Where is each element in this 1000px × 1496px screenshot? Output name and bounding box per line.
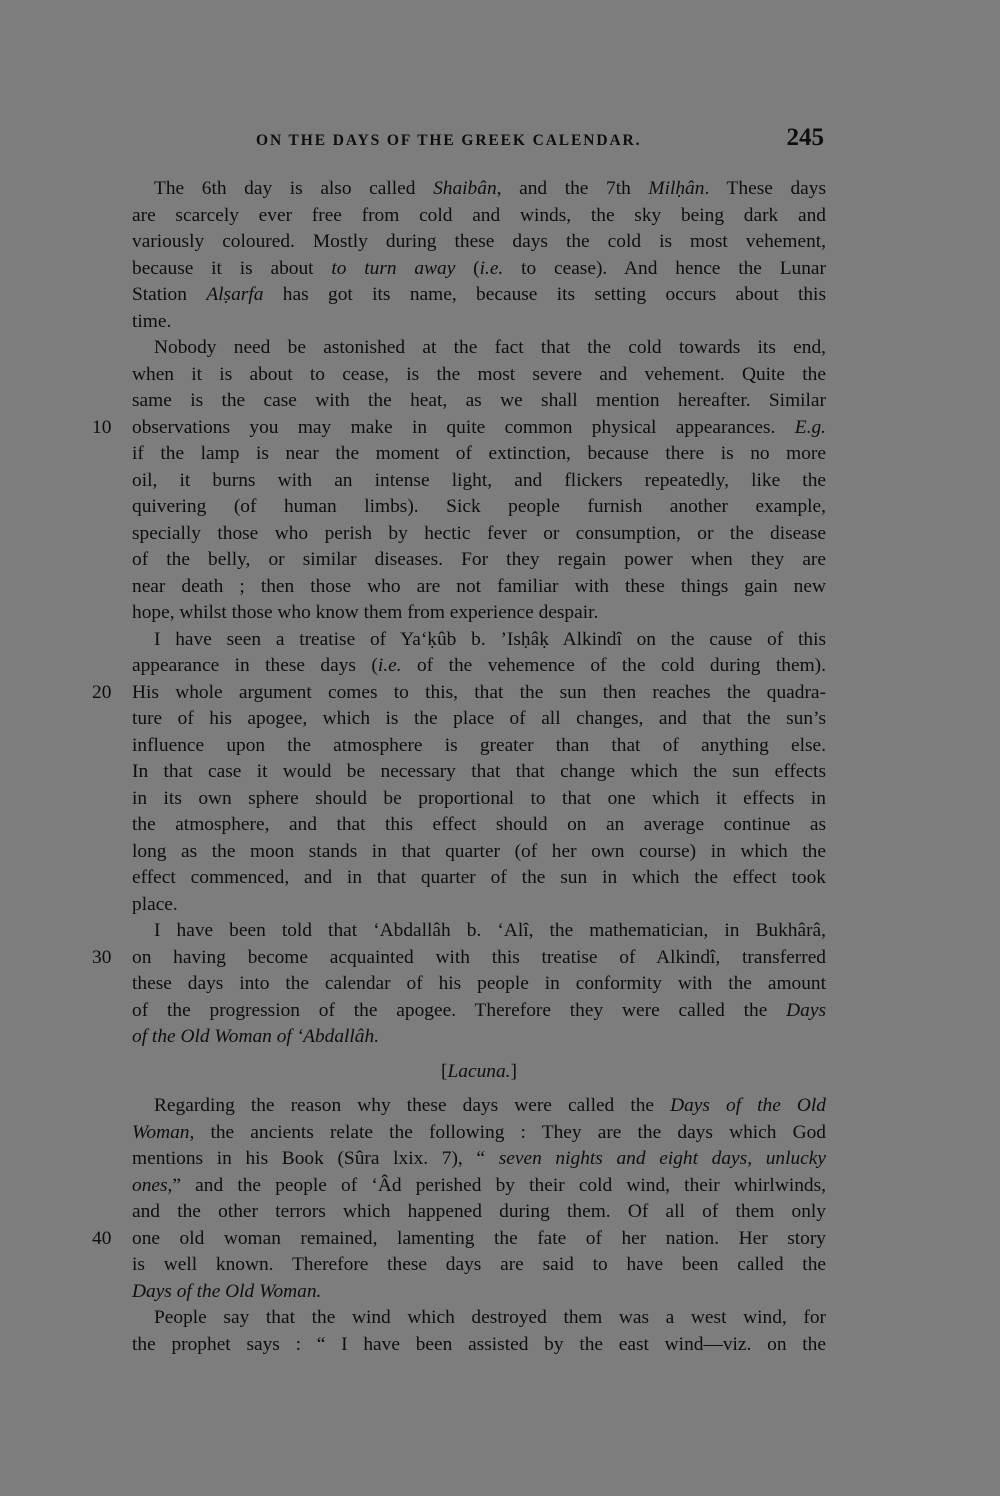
text-line <box>92 415 826 442</box>
italic-text: Days <box>786 999 826 1021</box>
page-header <box>132 124 826 158</box>
text-segment: the atmosphere, and that this effect should on an average continue as <box>132 814 826 835</box>
text-segment: place. <box>132 893 178 915</box>
text-segment: , the ancients relate the following : They are the days which God <box>189 1121 826 1143</box>
text-segment: Regarding the reason why these days were called the <box>154 1095 671 1116</box>
text-line <box>132 1093 826 1120</box>
text-segment: in its own sphere should be proportional to that one which it effects in <box>132 787 826 809</box>
text-segment: mentions in his Book (Sûra lxix. 7), “ <box>132 1148 499 1169</box>
text-segment: I have been told that ‘Abdallâh b. ‘Alî, the mathematician, in Bukhârâ, <box>154 920 826 941</box>
italic-text: Days of the Old Woman. <box>132 1280 322 1302</box>
text-segment: one old woman remained, lamenting the fate of her nation. Her story <box>132 1227 826 1249</box>
body-text <box>92 176 827 1358</box>
text-line <box>132 388 826 415</box>
text-line <box>92 945 826 972</box>
text-segment: observations you may make in quite common physical appearances. <box>132 416 795 438</box>
text-line <box>132 1024 826 1051</box>
text-line <box>132 362 826 389</box>
text-line <box>132 786 826 813</box>
text-segment: The 6th day is also called <box>154 178 434 199</box>
text-segment: because it is about <box>132 257 332 279</box>
text-segment: People say that the wind which destroyed them was a west wind, for <box>154 1307 826 1328</box>
text-segment: specially those who perish by hectic fever or consumption, or the disease <box>132 522 826 544</box>
text-segment: same is the case with the heat, as we shall mention hereafter. Similar <box>132 390 826 411</box>
text-segment: of the belly, or similar diseases. For they regain power when they are <box>132 549 826 570</box>
margin-line-number: 40 <box>92 1227 112 1249</box>
text-segment: if the lamp is near the moment of extinction, because there is no more <box>132 443 826 464</box>
italic-text: Milḥân <box>648 178 705 199</box>
text-line <box>132 1120 826 1147</box>
text-segment: near death ; then those who are not familiar with these things gain new <box>132 575 826 597</box>
text-line <box>132 574 826 601</box>
text-segment: In that case it would be necessary that that change which the sun effects <box>132 761 826 782</box>
italic-text: of the Old Woman of ‘Abdallâh. <box>132 1026 380 1047</box>
text-segment: the prophet says : “ I have been assisted by the east wind—viz. on the <box>132 1333 826 1355</box>
text-segment: oil, it burns with an intense light, and flickers repeatedly, like the <box>132 469 826 491</box>
text-segment: these days into the calendar of his people in conformity with the amount <box>132 973 826 994</box>
text-line <box>132 203 826 230</box>
text-line <box>132 282 826 309</box>
text-line <box>132 865 826 892</box>
text-line <box>132 1332 826 1359</box>
italic-text: Alṣarfa <box>206 284 264 305</box>
text-line <box>132 1146 826 1173</box>
margin-line-number: 10 <box>92 416 112 438</box>
text-line <box>132 759 826 786</box>
text-line <box>132 256 826 283</box>
text-line <box>132 1199 826 1226</box>
italic-text: i.e. <box>377 655 402 676</box>
italic-text: ones <box>132 1174 168 1196</box>
text-line <box>132 176 826 203</box>
text-segment: of the vehemence of the cold during them). <box>401 655 826 676</box>
text-line <box>132 812 826 839</box>
text-segment: ( <box>455 257 480 279</box>
text-segment: variously coloured. Mostly during these days the cold is most vehement, <box>132 231 826 252</box>
text-line <box>132 1279 826 1306</box>
text-segment: are scarcely ever free from cold and winds, the sky being dark and <box>132 204 826 226</box>
text-segment: . These days <box>704 178 827 199</box>
text-segment: ture of his apogee, which is the place of all changes, and that the sun’s <box>132 708 826 729</box>
italic-text: Days of the Old <box>670 1095 826 1116</box>
text-segment: ,” and the people of ‘Âd perished by their cold wind, their whirlwinds, <box>167 1174 826 1196</box>
text-line <box>132 229 826 256</box>
margin-line-number: 20 <box>92 681 112 703</box>
text-line <box>132 627 826 654</box>
text-segment: hope, whilst those who know them from experience despair. <box>132 602 599 623</box>
text-line <box>132 309 826 336</box>
text-line <box>132 494 826 521</box>
text-segment: His whole argument comes to this, that the sun then reaches the quadra- <box>132 681 826 703</box>
italic-text: to turn away <box>331 257 456 279</box>
text-line <box>132 468 826 495</box>
text-segment: Nobody need be astonished at the fact that the cold towards its end, <box>154 337 826 358</box>
italic-text: Woman <box>132 1121 190 1143</box>
text-segment: to cease). And hence the Lunar <box>503 257 826 279</box>
text-segment: and the other terrors which happened during them. Of all of them only <box>132 1201 826 1222</box>
text-line <box>132 839 826 866</box>
text-line <box>132 1252 826 1279</box>
italic-text: Lacuna. <box>447 1060 511 1082</box>
text-segment: has got its name, because its setting occurs about this <box>263 284 826 305</box>
text-line <box>132 441 826 468</box>
text-segment: time. <box>132 310 172 332</box>
text-line <box>132 1305 826 1332</box>
text-line <box>132 521 826 548</box>
text-segment: of the progression of the apogee. Therefore they were called the <box>132 999 787 1021</box>
margin-line-number: 30 <box>92 946 112 968</box>
text-line <box>132 547 826 574</box>
italic-text: i.e. <box>479 257 504 279</box>
text-line <box>132 600 826 627</box>
text-segment: , and the 7th <box>496 178 649 199</box>
text-segment: effect commenced, and in that quarter of the sun in which the effect took <box>132 867 826 888</box>
italic-text: E.g. <box>794 416 826 438</box>
text-line <box>132 335 826 362</box>
text-segment: [ <box>441 1060 448 1082</box>
text-line <box>132 1173 826 1200</box>
text-segment: on having become acquainted with this treatise of Alkindî, transferred <box>132 946 826 968</box>
text-line <box>132 733 826 760</box>
text-line <box>132 892 826 919</box>
text-line <box>132 918 826 945</box>
text-line <box>132 998 826 1025</box>
text-segment: quivering (of human limbs). Sick people furnish another example, <box>132 496 826 517</box>
text-line <box>132 971 826 998</box>
text-segment: is well known. Therefore these days are said to have been called the <box>132 1254 826 1275</box>
text-segment: I have seen a treatise of Ya‘ḳûb b. ’Isḥâḳ Alkindî on the cause of this <box>154 628 826 650</box>
italic-text: seven nights and eight days, unlucky <box>498 1148 826 1169</box>
text-segment: Station <box>132 284 207 305</box>
text-line <box>132 706 826 733</box>
text-line <box>92 1226 826 1253</box>
text-segment: ] <box>510 1060 517 1082</box>
running-title: ON THE DAYS OF THE GREEK CALENDAR. <box>256 132 642 149</box>
text-line <box>132 653 826 680</box>
text-segment: when it is about to cease, is the most severe and vehement. Quite the <box>132 363 826 385</box>
page-number: 245 <box>786 124 824 151</box>
text-segment: influence upon the atmosphere is greater than that of anything else. <box>132 734 826 756</box>
text-line <box>132 1059 826 1086</box>
text-line <box>92 680 826 707</box>
italic-text: Shaibân <box>433 178 497 199</box>
text-segment: long as the moon stands in that quarter (of her own course) in which the <box>132 840 826 862</box>
text-segment: appearance in these days ( <box>132 655 378 676</box>
